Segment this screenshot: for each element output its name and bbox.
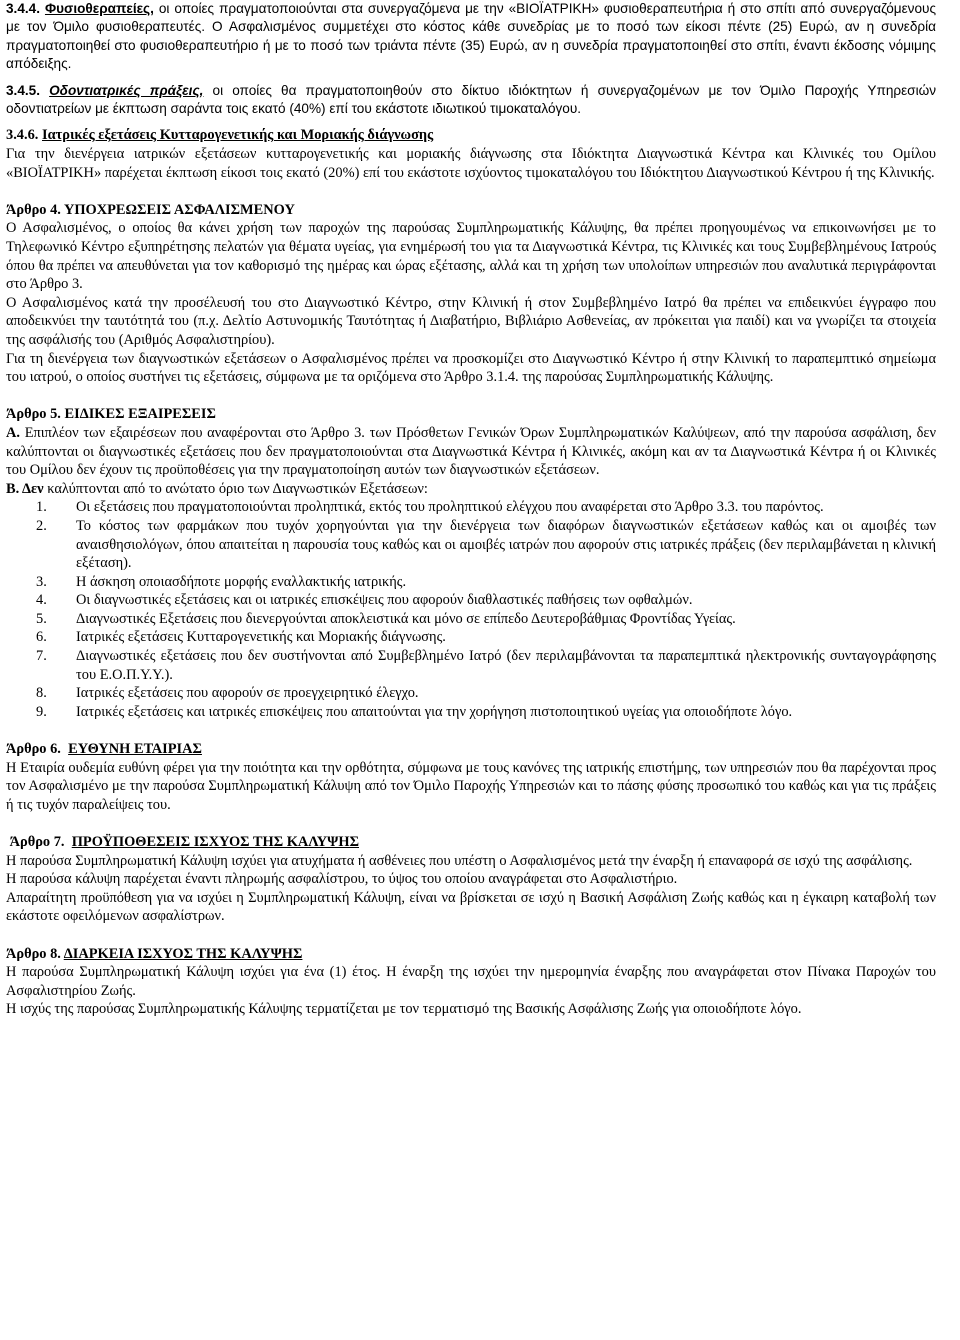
item-number: 4. [36, 592, 47, 609]
section-text: οι οποίες θα πραγματοποιηθούν στο δίκτυο ιδιόκτητων ή συνεργαζομένων με τον Όμιλο Παροχής Υπηρεσιών οδοντιατρείων με έκπτωση σαράντα τοις εκατό (40%) επί του εκάστοτε ιδιωτικού τιμοκαταλόγου. [6, 82, 936, 117]
article-title: ΠΡΟΫΠΟΘΕΣΕΙΣ ΙΣΧΥΟΣ ΤΗΣ ΚΑΛΥΨΗΣ [71, 834, 359, 850]
list-item [6, 703, 936, 722]
section-title: Οδοντιατρικές πράξεις, [49, 82, 204, 98]
item-text: Διαγνωστικές Εξετάσεις που διενεργούνται αποκλειστικά και μόνο σε επίπεδο Δευτεροβάθμιας Φροντίδας Υγείας. [76, 610, 736, 627]
list-item [6, 591, 936, 610]
article-4-paragraph-1: Ο Ασφαλισμένος, ο οποίος θα κάνει χρήση των παροχών της παρούσας Συμπληρωματικής Κάλυψης, θα πρέπει προηγουμένως να επικοινωνήσει με το Τηλεφωνικό Κέντρο εξυπηρέτησης πελατών για θέματα υγείας, για ενημέρωσή του για τα Διαγνωστικά Κέντρα, τις Κλινικές και τους Συμβεβλημένους Ιατρούς όπου θα πρέπει να απευθύνεται για τον καθορισμό της ημέρας και ώρας εξέτασης, αλλά και τη χρήση των υπολοίπων υπηρεσιών που αναλυτικά περιγράφονται στο Άρθρο 3. [6, 220, 936, 293]
item-number: 9. [36, 703, 47, 720]
article-label: Άρθρο 6. [6, 741, 61, 758]
list-item [6, 573, 936, 592]
section-text: οι οποίες πραγματοποιούνται στα συνεργαζόμενα με την «ΒΙΟΪΑΤΡΙΚΗ» φυσιοθεραπευτήρια ή στο σπίτι από συνεργαζόμενους με τον Όμιλο φυσιοθεραπευτές. Ο Ασφαλισμένος συμμετέχει στο κόστος κάθε συνεδρίας με το ποσό των είκοσι πέντε (25) Ευρώ, αν η συνεδρία πραγματοποιηθεί στο φυσιοθεραπευτήριο ή με το ποσό των τριάντα πέντε (35) Ευρώ, αν η συνεδρία πραγματοποιηθεί στο σπίτι, έναντι έκδοσης νόμιμης απόδειξης. [6, 1, 936, 72]
item-number: 5. [36, 610, 47, 627]
article-8-paragraph-1: Η παρούσα Συμπληρωματική Κάλυψη ισχύει για ένα (1) έτος. Η έναρξη της ισχύει την ημερομηνία έναρξης που αναγράφεται στον Πίνακα Παροχών του Ασφαλιστηρίου Ζωής. [6, 964, 936, 999]
article-5-clause-b [6, 480, 936, 499]
article-6-heading [6, 740, 936, 759]
item-text: Ιατρικές εξετάσεις που αφορούν σε προεγχειρητικό έλεγχο. [76, 685, 419, 702]
item-text: Οι εξετάσεις που πραγματοποιούνται προληπτικά, εκτός του προληπτικού ελέγχου που αναφέρεται στο Άρθρο 3.3. του παρόντος. [76, 499, 824, 516]
item-number: 7. [36, 648, 47, 665]
section-3-4-5 [6, 82, 936, 119]
clause-label: Β. [6, 480, 20, 497]
list-item [6, 684, 936, 703]
item-text: Διαγνωστικές εξετάσεις που δεν συστήνονται από Συμβεβλημένο Ιατρό (δεν περιλαμβάνονται τα παραπεμπτικά ηλεκτρονικής συνταγογράφησης του Ε.Ο.Π.Υ.Υ.). [76, 648, 936, 683]
section-title: Φυσιοθεραπείες, [44, 1, 154, 16]
item-number: 2. [36, 517, 47, 534]
article-4-paragraph-3: Για τη διενέργεια των διαγνωστικών εξετάσεων ο Ασφαλισμένος πρέπει να προσκομίζει στο Διαγνωστικό Κέντρο ή στην Κλινική το παραπεμπτικό σημείωμα του ιατρού, ο οποίος συστήνει τις εξετάσεις, σύμφωνα με τα οριζόμενα στο Άρθρο 3.1.4. της παρούσας Συμπληρωματικής Κάλυψης. [6, 350, 936, 386]
article-title: ΔΙΑΡΚΕΙΑ ΙΣΧΥΟΣ ΤΗΣ ΚΑΛΥΨΗΣ [63, 945, 303, 962]
article-6-paragraph-1: Η Εταιρία ουδεμία ευθύνη φέρει για την ποιότητα και την ορθότητα, σύμφωνα με τους κανόνες της ιατρικής επιστήμης, των υπηρεσιών που θα παρέχονται προς τον Ασφαλισμένο με την παρούσα Συμπληρωματική Κάλυψη από τον Όμιλο Παροχής Υπηρεσιών και το πάσης φύσης προσωπικό του καθώς και για τις πράξεις ή τις τυχόν παραλείψεις του. [6, 759, 936, 813]
clause-text: Επιπλέον των εξαιρέσεων που αναφέρονται στο Άρθρο 3. των Πρόσθετων Γενικών Όρων Συμπληρωματικών Καλύψεων, από την παρούσα ασφάλιση, δεν καλύπτονται οι διαγνωστικές εξετάσεις που δεν πραγματοποιούνται στα Διαγνωστικά Κέντρα ή Κλινικές, ακόμη και αν τα Διαγνωστικά Κέντρα ή οι Κλινικές του Ομίλου δεν έχουν τις προϋποθέσεις για την πραγματοποίηση αυτών των διαγνωστικών εξετάσεων. [6, 424, 936, 479]
article-label: Άρθρο 8. [6, 945, 61, 962]
list-item [6, 647, 936, 684]
article-7-paragraph-1: Η παρούσα Συμπληρωματική Κάλυψη ισχύει για ατυχήματα ή ασθένειες που υπέστη ο Ασφαλισμένος μετά την έναρξη ή επαναφορά σε ισχύ της ασφάλισης. [6, 852, 913, 869]
article-8-heading [6, 945, 936, 964]
exclusions-list [6, 498, 936, 721]
item-number: 3. [36, 573, 47, 590]
item-text: Το κόστος των φαρμάκων που τυχόν χορηγούνται για την διενέργεια των διαφόρων διαγνωστικών εξετάσεων καθώς και οι αμοιβές των αναισθησιολόγων, όπου απαιτείται η παρουσία τους καθώς και οι αμοιβές ιατρών που αφορούν στις ιατρικές πράξεις (δεν περιλαμβάνεται η κλινική εξέταση). [76, 517, 936, 572]
list-item [6, 517, 936, 573]
article-label: Άρθρο 7. [9, 834, 65, 850]
clause-text: καλύπτονται από το ανώτατο όριο των Διαγνωστικών Εξετάσεων: [43, 480, 428, 497]
section-number: 3.4.6. [6, 127, 39, 144]
clause-bold-word: Δεν [19, 480, 44, 497]
article-4-heading: Άρθρο 4. ΥΠΟΧΡΕΩΣΕΙΣ ΑΣΦΑΛΙΣΜΕΝΟΥ [6, 201, 295, 218]
section-number: 3.4.5. [6, 82, 41, 98]
item-number: 8. [36, 685, 47, 702]
article-7-paragraph-3: Απαραίτητη προϋπόθεση για να ισχύει η Συμπληρωματική Κάλυψη, είναι να βρίσκεται σε ισχύ η Βασική Ασφάλιση Ζωής καθώς και η έγκαιρη καταβολή των εκάστοτε οφειλόμενων ασφαλίστρων. [6, 889, 936, 925]
article-7-paragraph-2: Η παρούσα κάλυψη παρέχεται έναντι πληρωμής ασφαλίστρου, το ύψος του οποίου αναγράφεται στο Ασφαλιστήριο. [6, 871, 678, 888]
section-3-4-4 [6, 0, 936, 74]
item-text: Ιατρικές εξετάσεις Κυτταρογενετικής και Μοριακής διάγνωσης. [76, 629, 446, 646]
article-8-paragraph-2: Η ισχύς της παρούσας Συμπληρωματικής Κάλυψης τερματίζεται με τον τερματισμό της Βασικής Ασφάλισης Ζωής για οποιοδήποτε λόγο. [6, 1001, 802, 1018]
article-5-heading: Άρθρο 5. ΕΙΔΙΚΕΣ ΕΞΑΙΡΕΣΕΙΣ [6, 406, 216, 423]
section-3-4-6-heading [6, 126, 936, 145]
section-title: Ιατρικές εξετάσεις Κυτταρογενετικής και Μοριακής διάγνωσης [42, 127, 434, 144]
item-number: 1. [36, 499, 47, 516]
document-page [6, 0, 936, 1019]
list-item [6, 498, 936, 517]
article-4-paragraph-2: Ο Ασφαλισμένος κατά την προσέλευσή του στο Διαγνωστικό Κέντρο, στην Κλινική ή στον Συμβεβλημένο Ιατρό θα πρέπει να επιδεικνύει έγγραφο που αποδεικνύει την ταυτότητά του (π.χ. Δελτίο Αστυνομικής Ταυτότητας ή Διαβατήριο, Βιβλιάριο Ασθενείας, αν πρόκειται για παιδί) και να γνωρίζει τα στοιχεία της ασφάλισής του (Αριθμός Ασφαλιστηρίου). [6, 294, 936, 348]
clause-label: Α. [6, 424, 20, 441]
article-5-clause-a [6, 424, 936, 480]
section-number: 3.4.4. [6, 1, 41, 16]
section-3-4-6-text: Για την διενέργεια ιατρικών εξετάσεων κυτταρογενετικής και μοριακής διάγνωσης στα Ιδιόκτητα Διαγνωστικά Κέντρα και Κλινικές του Ομίλου «ΒΙΟΪΑΤΡΙΚΗ» παρέχεται έκπτωση είκοσι τοις εκατό (20%) επί του εκάστοτε ισχύοντος τιμοκαταλόγου του Ιδιόκτητου Διαγνωστικού Κέντρου ή της Κλινικής. [6, 146, 936, 181]
item-text: Οι διαγνωστικές εξετάσεις και οι ιατρικές επισκέψεις που αφορούν διαθλαστικές παθήσεις των οφθαλμών. [76, 592, 693, 609]
item-text: Ιατρικές εξετάσεις και ιατρικές επισκέψεις που απαιτούνται για την χορήγηση πιστοποιητικού υγείας για οποιοδήποτε λόγο. [76, 703, 793, 720]
list-item [6, 628, 936, 647]
item-number: 6. [36, 629, 47, 646]
article-title: ΕΥΘΥΝΗ ΕΤΑΙΡΙΑΣ [68, 741, 202, 758]
list-item [6, 610, 936, 629]
article-7-heading [6, 833, 936, 852]
item-text: Η άσκηση οποιασδήποτε μορφής εναλλακτικής ιατρικής. [76, 573, 407, 590]
